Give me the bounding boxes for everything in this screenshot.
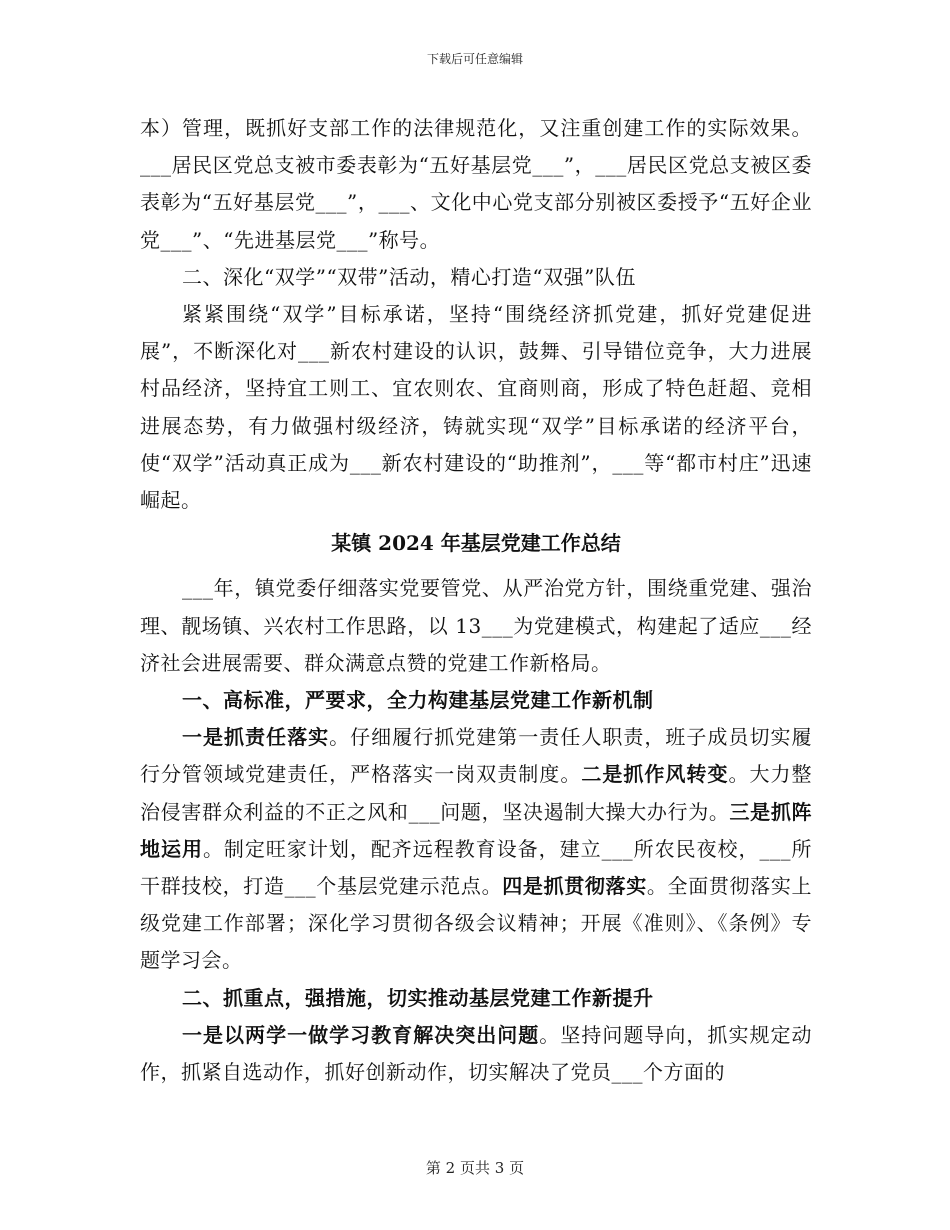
section-2-heading: 二、抓重点，强措施，切实推动基层党建工作新提升: [182, 985, 654, 1010]
section-1-heading: 一、高标准，严要求，全力构建基层党建工作新机制: [182, 688, 654, 713]
item-2-text: 。大力整治侵害群众利益的不正之风和___问题，坚决遏制大操大办行为。: [140, 762, 813, 824]
item-3-text: 。制定旺家计划，配齐远程教育设备，建立___所农民夜校，___所干群技校，打造___个基层党建示范点。: [140, 836, 813, 899]
intro-paragraph: ___年，镇党委仔细落实党要管党、从严治党方针，围绕重党建、强治理、靓场镇、兴农村工作思路，以 13___为党建模式，构建起了适应___经济社会进展需要、群众满意点赞的党建工作新格局。: [140, 576, 812, 675]
item-4-label: 四是抓贯彻落实: [502, 874, 647, 899]
section-2-body: [140, 1017, 812, 1091]
item-1-text: 。仔细履行抓党建第一责任人职责，班子成员切实履行分管领域党建责任，严格落实一岗双责制度。: [140, 725, 813, 787]
section-2-item-1-label: 一是以两学一做学习教育解决突出问题: [182, 1022, 540, 1047]
item-2-label: 二是抓作风转变: [581, 762, 729, 787]
paragraph-heading-two: 二、深化“双学”“双带”活动，精心打造“双强”队伍: [182, 264, 636, 289]
item-3-label: 三是抓阵地运用: [140, 799, 812, 861]
paragraph-double-study: 紧紧围绕“双学”目标承诺，坚持“围绕经济抓党建，抓好党建促进展”，不断深化对___新农村建设的认识，鼓舞、引导错位竞争，大力进展村品经济，坚持宜工则工、宜农则农、宜商则商，形成了特色赶超、竞相进展态势，有力做强村级经济，铸就实现“双学”目标承诺的经济平台，使“双学”活动真正成为___新农村建设的“助推剂”，___等“都市村庄”迅速崛起。: [140, 302, 812, 513]
item-4-text: 。全面贯彻落实上级党建工作部署；深化学习贯彻各级会议精神；开展《准则》、《条例》专题学习会。: [140, 874, 813, 973]
document-title: 某镇 2024 年基层党建工作总结: [331, 531, 621, 556]
page-footer: 第 2 页共 3 页: [425, 1159, 525, 1177]
section-1-body: [140, 719, 812, 979]
page-header: 下载后可任意编辑: [426, 52, 523, 66]
paragraph-continued: 本）管理，既抓好支部工作的法律规范化，又注重创建工作的实际效果。___居民区党总支被市委表彰为“五好基层党___”，___居民区党总支被区委表彰为“五好基层党___”，___、文化中心党支部分别被区委授予“五好企业党___”、“先进基层党___”称号。: [140, 116, 812, 252]
section-2-item-1-text: 。坚持问题导向，抓实规定动作，抓紧自选动作，抓好创新动作，切实解决了党员___个方面的: [140, 1022, 813, 1085]
item-1-label: 一是抓责任落实: [182, 725, 330, 750]
document-body: [140, 110, 812, 1091]
